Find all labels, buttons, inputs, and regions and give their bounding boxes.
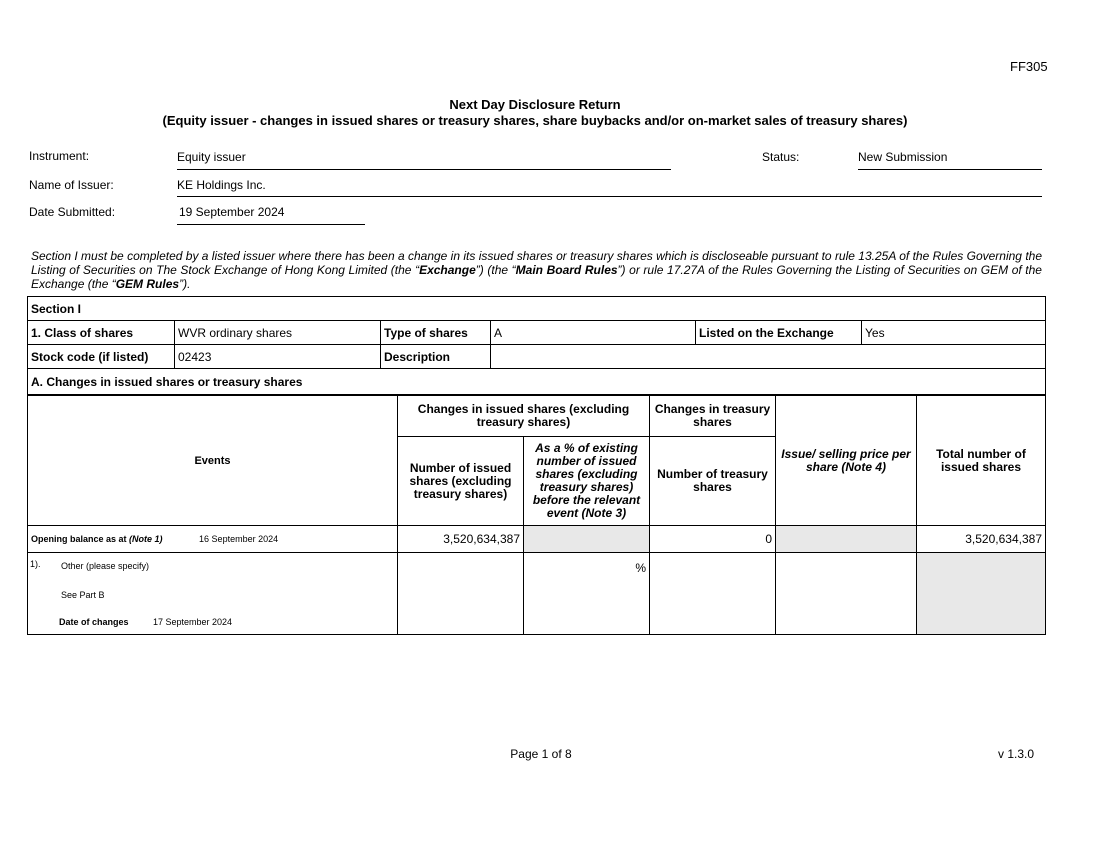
changes-treasury-header: Changes in treasury shares <box>650 396 776 437</box>
date-of-changes-value: 17 September 2024 <box>153 617 233 627</box>
event-1-cell <box>28 553 398 635</box>
event-1-pct: % <box>524 553 650 635</box>
instrument-value: Equity issuer <box>177 150 246 164</box>
date-submitted-label: Date Submitted: <box>29 205 116 219</box>
date-submitted-field <box>177 205 365 225</box>
event-1-type: Other (please specify) <box>61 561 150 571</box>
num-treasury-header: Number of treasury shares <box>650 437 776 526</box>
price-header: Issue/ selling price per share (Note 4) <box>776 396 917 526</box>
opening-balance-cell <box>28 526 398 553</box>
status-field <box>858 150 1042 170</box>
issuer-value: KE Holdings Inc. <box>177 178 266 192</box>
opening-pct <box>524 526 650 553</box>
instrument-label: Instrument: <box>29 149 90 163</box>
event-1-total <box>917 553 1046 635</box>
events-header: Events <box>28 396 398 526</box>
part-a-title: A. Changes in issued shares or treasury shares <box>28 369 1046 395</box>
stock-code-value: 02423 <box>175 345 381 369</box>
class-label: 1. Class of shares <box>28 321 175 345</box>
instrument-field <box>177 150 671 170</box>
total-header: Total number of issued shares <box>917 396 1046 526</box>
changes-issued-header: Changes in issued shares (excluding treasury shares) <box>398 396 650 437</box>
section1-title: Section I <box>28 297 1046 321</box>
pct-existing-header: As a % of existing number of issued shares (excluding treasury shares) before the relevant event (Note 3) <box>524 437 650 526</box>
date-submitted-value: 19 September 2024 <box>179 205 285 219</box>
status-value: New Submission <box>858 150 948 164</box>
version: v 1.3.0 <box>998 747 1035 761</box>
type-label: Type of shares <box>381 321 491 345</box>
issuer-field <box>177 178 1042 197</box>
form-code: FF305 <box>1010 59 1048 74</box>
event-1-number: 1). <box>30 559 41 569</box>
event-1-treasury <box>650 553 776 635</box>
description-label: Description <box>381 345 491 369</box>
date-of-changes-label: Date of changes <box>59 617 129 627</box>
opening-balance-row <box>28 526 1046 553</box>
opening-note: (Note 1) <box>129 534 163 544</box>
event-1-issued <box>398 553 524 635</box>
gem-term: GEM Rules <box>115 277 180 291</box>
status-label: Status: <box>762 150 800 164</box>
issuer-label: Name of Issuer: <box>29 178 114 192</box>
opening-price <box>776 526 917 553</box>
stock-code-label: Stock code (if listed) <box>28 345 175 369</box>
page-number: Page 1 of 8 <box>510 747 572 761</box>
changes-table <box>27 395 1046 635</box>
description-value <box>491 345 1046 369</box>
class-value: WVR ordinary shares <box>175 321 381 345</box>
num-issued-header: Number of issued shares (excluding treasury shares) <box>398 437 524 526</box>
main-board-term: Main Board Rules <box>515 263 618 277</box>
opening-issued: 3,520,634,387 <box>398 526 524 553</box>
listed-value: Yes <box>862 321 1046 345</box>
section-intro: Section I must be completed by a listed issuer where there has been a change in its issued shares or treasury shares which is discloseable pursuant to rule 13.25A of the Rules Governing the Listing of Securities on The Stock Exchange of Hong Kong Limited (the “Exchange”) (the “Main Board Rules”) or rule 17.27A of the Rules Governing the Listing of Securities on GEM of the Exchange (the “GEM Rules”). <box>31 249 1042 291</box>
opening-date: 16 September 2024 <box>199 534 279 544</box>
event-row-1 <box>28 553 1046 635</box>
exchange-term: Exchange <box>419 263 476 277</box>
opening-total: 3,520,634,387 <box>917 526 1046 553</box>
page-title: Next Day Disclosure Return <box>449 97 621 112</box>
page-subtitle: (Equity issuer - changes in issued shares or treasury shares, share buybacks and/or on-market sales of treasury shares) <box>162 113 908 128</box>
type-value: A <box>491 321 696 345</box>
listed-label: Listed on the Exchange <box>696 321 862 345</box>
opening-treasury: 0 <box>650 526 776 553</box>
opening-label: Opening balance as at <box>31 534 130 544</box>
section1-table <box>27 296 1046 395</box>
event-1-detail: See Part B <box>61 590 105 600</box>
event-1-price <box>776 553 917 635</box>
